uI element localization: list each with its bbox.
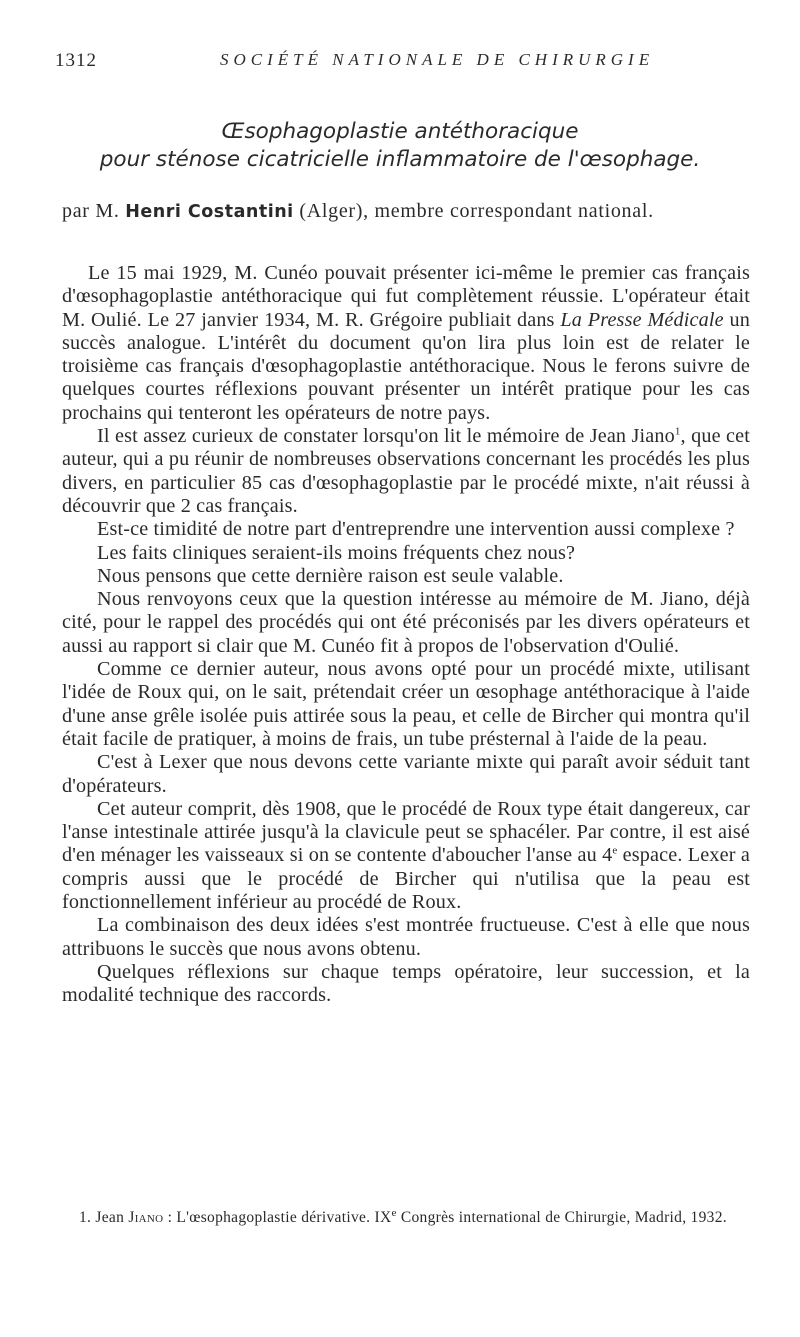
footnote-ordinal: e [391,1206,397,1219]
footnote [62,1208,750,1228]
journal-citation: La Presse Médicale [560,308,724,331]
author-name: Henri Costantini [125,202,294,222]
journal-name: SOCIÉTÉ NATIONALE DE CHIRURGIE [220,50,655,69]
paragraph [62,425,750,518]
paragraph-text: Le 15 mai 1929, M. Cunéo pouvait présenter ici-même le premier cas français d'œsophagoplastie antéthoracique qui fut complètement réussie. L'opérateur était M. Oulié. Le 27 janvier 1934, M. R. Grégoire publiait dans [62,262,750,331]
paragraph: Nous pensons que cette dernière raison est seule valable. [97,564,564,587]
paragraph: La combinaison des deux idées s'est montrée fructueuse. C'est à elle que nous attribuons le succès que nous avons obtenu. [62,914,750,960]
page-number: 1312 [55,50,97,71]
footnote-marker: 1. [79,1209,92,1226]
paragraph-text: espace. Lexer a compris aussi que le procédé de Bircher qui n'utilisa que la peau est fonctionnellement inférieur au procédé de Roux. [62,844,751,914]
article-title [40,118,760,174]
footnote-reference: 1 [674,425,681,438]
paragraph [62,798,750,914]
footnote-title: : L'œsophagoplastie dérivative. IX [163,1209,392,1226]
footnote-author-first: Jean [95,1209,125,1226]
paragraph: Est-ce timidité de notre part d'entreprendre une intervention aussi complexe ? [97,518,735,541]
byline-prefix: par M. [62,200,120,222]
byline [62,200,782,223]
paragraph-text: Cet auteur comprit, dès 1908, que le procédé de Roux type était dangereux, car l'anse intestinale attirée jusqu'à la clavicule peut se sphacéler. Par contre, il est aisé d'en ménager les vaisseaux si on se contente d'aboucher l'anse au 4 [62,797,750,867]
paragraph-text: , que cet auteur, qui a pu réunir de nombreuses observations concernant les procédés les plus divers, en particulier 85 cas d'œsophagoplastie par le procédé mixte, n'ait réussi à découvrir que 2 cas français. [62,425,751,517]
paragraph [62,262,750,425]
paragraph: Quelques réflexions sur chaque temps opératoire, leur succession, et la modalité technique des raccords. [62,960,750,1007]
footnote-venue: Congrès international de Chirurgie, Madrid, 1932. [396,1209,727,1226]
article-title-line-2: pour sténose cicatricielle inflammatoire de l'œsophage. [99,147,701,172]
running-header [50,50,770,76]
paragraph: Nous renvoyons ceux que la question intéresse au mémoire de M. Jiano, déjà cité, pour le rappel des procédés qui ont été préconisés par les divers opérateurs et aussi au rapport si clair que M. Cunéo fit à propos de l'observation d'Oulié. [62,588,750,657]
paragraph-text: un succès analogue. L'intérêt du document qu'on lira plus loin est de relater le troisième cas français d'œsophagoplastie antéthoracique. Nous le ferons suivre de quelques courtes réflexions pouvant présenter un intérêt pratique pour les cas prochains qui tenteront les opérateurs de notre pays. [62,308,750,424]
ordinal-superscript: e [612,844,618,857]
footnote-author-last: Jiano [128,1209,164,1226]
footnote-text [62,1208,750,1228]
paragraph: Les faits cliniques seraient-ils moins fréquents chez nous? [97,541,576,564]
byline-affiliation: (Alger), membre correspondant national. [299,200,654,222]
paragraph: Comme ce dernier auteur, nous avons opté pour un procédé mixte, utilisant l'idée de Roux qui, on le sait, prétendait créer un œsophage antéthoracique à l'aide d'une anse grêle isolée puis attirée sous la peau, et celle de Bircher qui montra qu'il était facile de pratiquer, à moins de frais, un tube présternal à l'aide de la peau. [62,658,750,750]
article-body [62,262,750,1008]
paragraph-text: Il est assez curieux de constater lorsqu'on lit le mémoire de Jean Jiano [97,425,675,448]
article-title-line-1: Œsophagoplastie antéthoracique [221,119,579,144]
paragraph: C'est à Lexer que nous devons cette variante mixte qui paraît avoir séduit tant d'opérateurs. [62,751,750,797]
